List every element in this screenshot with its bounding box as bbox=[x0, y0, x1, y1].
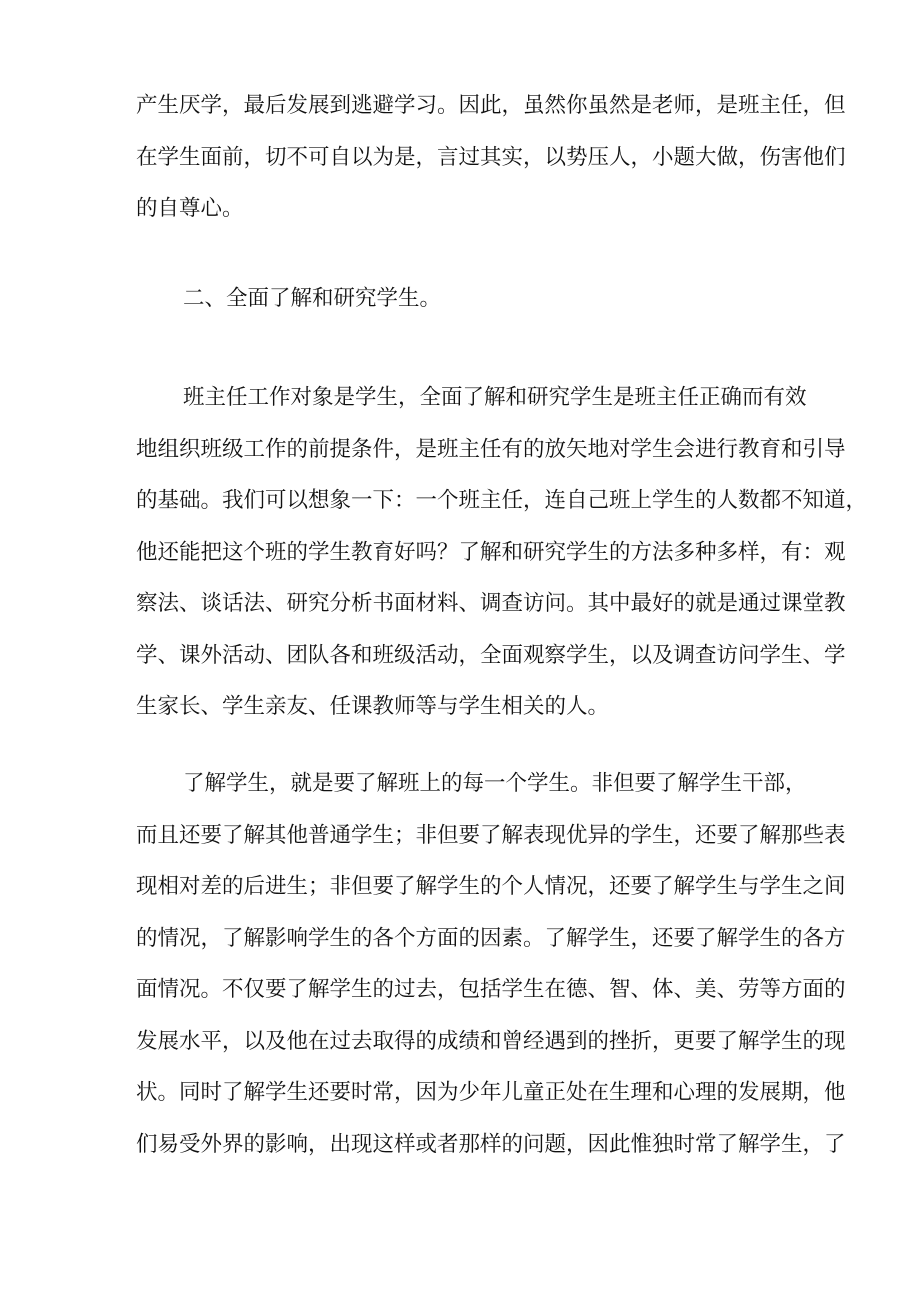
text-line: 地组织班级工作的前提条件，是班主任有的放矢地对学生会进行教育和引导 bbox=[136, 436, 846, 462]
text-line: 而且还要了解其他普通学生；非但要了解表现优异的学生，还要了解那些表 bbox=[136, 822, 846, 848]
text-line: 学、课外活动、团队各和班级活动，全面观察学生，以及调查访问学生、学 bbox=[136, 642, 846, 668]
text-line: 察法、谈话法、研究分析书面材料、调查访问。其中最好的就是通过课堂教 bbox=[136, 591, 846, 616]
text-line: 产生厌学，最后发展到逃避学习。因此，虽然你虽然是老师，是班主任，但 bbox=[136, 93, 846, 118]
section-heading: 二、全面了解和研究学生。 bbox=[183, 286, 442, 311]
text-line: 们易受外界的影响，出现这样或者那样的问题，因此惟独时常了解学生，了 bbox=[136, 1131, 846, 1157]
text-line: 生家长、学生亲友、任课教师等与学生相关的人。 bbox=[136, 694, 610, 719]
text-line: 在学生面前，切不可自以为是，言过其实，以势压人，小题大做，伤害他们 bbox=[136, 144, 846, 170]
text-line: 面情况。不仅要了解学生的过去，包括学生在德、智、体、美、劳等方面的 bbox=[136, 977, 846, 1002]
paragraph-continuation bbox=[136, 80, 846, 235]
text-line: 了解学生，就是要了解班上的每一个学生。非但要了解学生干部， bbox=[183, 771, 807, 796]
text-line: 的情况，了解影响学生的各个方面的因素。了解学生，还要了解学生的各方 bbox=[136, 925, 846, 951]
text-line: 他还能把这个班的学生教育好吗？了解和研究学生的方法多种多样，有：观 bbox=[136, 539, 846, 565]
text-line: 的自尊心。 bbox=[136, 196, 244, 221]
text-line: 状。同时了解学生还要时常，因为少年儿童正处在生理和心理的发展期，他 bbox=[136, 1080, 846, 1105]
text-line: 的基础。我们可以想象一下：一个班主任，连自己班上学生的人数都不知道， bbox=[136, 488, 868, 513]
text-line: 班主任工作对象是学生，全面了解和研究学生是班主任正确而有效 bbox=[183, 385, 807, 410]
text-line: 现相对差的后进生；非但要了解学生的个人情况，还要了解学生与学生之间 bbox=[136, 874, 846, 899]
text-line: 发展水平，以及他在过去取得的成绩和曾经遇到的挫折，更要了解学生的现 bbox=[136, 1028, 846, 1054]
paragraph-3 bbox=[136, 758, 846, 1170]
paragraph-2 bbox=[136, 372, 868, 733]
